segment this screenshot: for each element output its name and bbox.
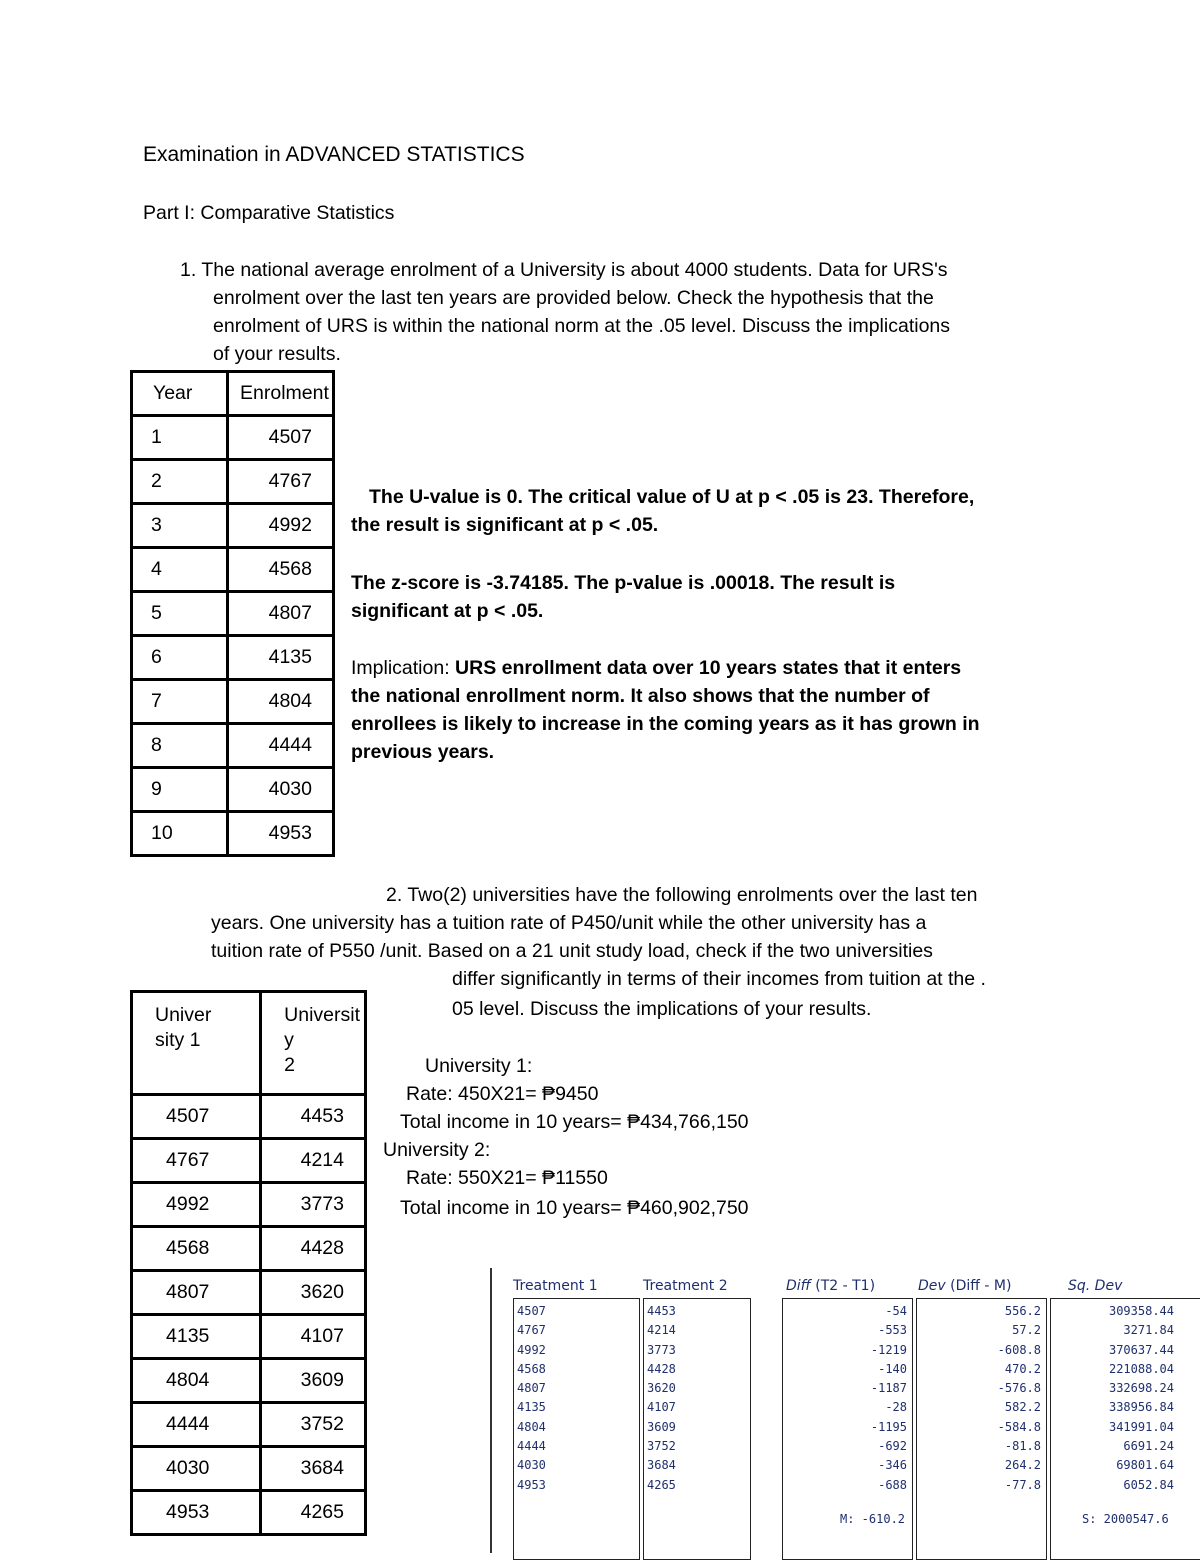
treatment-1-value: 4030 bbox=[517, 1458, 546, 1473]
treatment-2-value: 3752 bbox=[647, 1439, 676, 1454]
diff-header-italic: Diff bbox=[786, 1278, 811, 1294]
dev-value: -81.8 bbox=[1004, 1439, 1041, 1454]
table-row bbox=[132, 548, 334, 592]
enrolment-table bbox=[130, 370, 335, 857]
sq-dev-value: 338956.84 bbox=[1108, 1400, 1174, 1415]
diff-value: -346 bbox=[878, 1458, 907, 1473]
sq-dev-header-text: Sq. Dev bbox=[1068, 1278, 1123, 1294]
header-text: sity 1 bbox=[155, 1029, 201, 1051]
enrolment-cell: 4953 bbox=[228, 812, 334, 856]
table-row bbox=[132, 460, 334, 504]
treatment-1-header: Treatment 1 bbox=[513, 1278, 598, 1294]
table-row bbox=[132, 636, 334, 680]
treatment-2-value: 3684 bbox=[647, 1458, 676, 1473]
treatment-2-value: 3773 bbox=[647, 1342, 676, 1357]
table-row bbox=[132, 416, 334, 460]
university-1-label: University 1: bbox=[425, 1055, 533, 1077]
table-row bbox=[132, 1403, 366, 1447]
q2-text-line: differ significantly in terms of their incomes from tuition at the . bbox=[452, 968, 986, 990]
q1-text-line: enrolment over the last ten years are provided below. Check the hypothesis that the bbox=[213, 287, 934, 309]
table-row bbox=[132, 1359, 366, 1403]
year-cell: 2 bbox=[132, 460, 228, 504]
q2-text-line: years. One university has a tuition rate of P450/unit while the other university has a bbox=[211, 912, 927, 934]
header-text: Universit bbox=[284, 1004, 360, 1026]
univ1-cell: 4767 bbox=[132, 1139, 261, 1183]
implication-text: previous years. bbox=[351, 741, 495, 763]
sq-dev-value: 6691.24 bbox=[1123, 1439, 1174, 1454]
z-score-answer: The z-score is -3.74185. The p-value is .00018. The result is bbox=[351, 572, 896, 594]
treatment-1-value: 4135 bbox=[517, 1400, 546, 1415]
table-header-row bbox=[132, 992, 366, 1095]
diff-header bbox=[786, 1278, 875, 1294]
header-text: Univer bbox=[155, 1004, 212, 1026]
table-row bbox=[132, 812, 334, 856]
implication-label: Implication: bbox=[351, 657, 456, 679]
table-row bbox=[132, 592, 334, 636]
dev-value: 582.2 bbox=[1004, 1400, 1041, 1415]
table-row bbox=[132, 504, 334, 548]
table-row bbox=[132, 1271, 366, 1315]
q2-text-line: 05 level. Discuss the implications of your results. bbox=[452, 998, 872, 1020]
university-enrolment-table bbox=[130, 990, 367, 1536]
year-cell: 5 bbox=[132, 592, 228, 636]
treatment-1-value: 4444 bbox=[517, 1439, 546, 1454]
diff-value: -28 bbox=[885, 1400, 907, 1415]
univ1-cell: 4568 bbox=[132, 1227, 261, 1271]
dev-value: -77.8 bbox=[1004, 1477, 1041, 1492]
year-cell: 9 bbox=[132, 768, 228, 812]
univ2-cell: 3773 bbox=[261, 1183, 366, 1227]
sq-dev-value: 6052.84 bbox=[1123, 1477, 1174, 1492]
implication-line bbox=[351, 654, 961, 683]
paired-difference-calculator bbox=[488, 1268, 1200, 1553]
year-cell: 10 bbox=[132, 812, 228, 856]
sum-squares-value: S: 2000547.6 bbox=[1082, 1512, 1169, 1526]
header-university-1 bbox=[132, 992, 261, 1095]
univ2-cell: 3684 bbox=[261, 1447, 366, 1491]
diff-value: -688 bbox=[878, 1477, 907, 1492]
dev-value: 264.2 bbox=[1004, 1458, 1041, 1473]
sq-dev-value: 341991.04 bbox=[1108, 1419, 1174, 1434]
treatment-1-value: 4807 bbox=[517, 1381, 546, 1396]
implication-text: enrollees is likely to increase in the coming years as it has grown in bbox=[351, 713, 980, 735]
table-row bbox=[132, 680, 334, 724]
univ2-cell: 4107 bbox=[261, 1315, 366, 1359]
diff-value: -553 bbox=[878, 1323, 907, 1338]
univ1-cell: 4444 bbox=[132, 1403, 261, 1447]
sq-dev-header bbox=[1068, 1278, 1122, 1294]
treatment-2-header: Treatment 2 bbox=[643, 1278, 728, 1294]
treatment-1-value: 4568 bbox=[517, 1361, 546, 1376]
dev-header bbox=[918, 1278, 1011, 1294]
diff-value: -1195 bbox=[870, 1419, 907, 1434]
univ1-cell: 4807 bbox=[132, 1271, 261, 1315]
dev-value: 57.2 bbox=[1012, 1323, 1041, 1338]
table-row bbox=[132, 768, 334, 812]
treatment-1-value: 4507 bbox=[517, 1304, 546, 1318]
table-row bbox=[132, 1227, 366, 1271]
table-header-row bbox=[132, 372, 334, 416]
univ2-cell: 4214 bbox=[261, 1139, 366, 1183]
enrolment-cell: 4992 bbox=[228, 504, 334, 548]
treatment-1-value: 4804 bbox=[517, 1419, 546, 1434]
header-text: y bbox=[284, 1029, 294, 1051]
treatment-1-values bbox=[517, 1302, 546, 1495]
dev-value: 470.2 bbox=[1004, 1361, 1041, 1376]
univ2-cell: 3609 bbox=[261, 1359, 366, 1403]
univ1-cell: 4507 bbox=[132, 1095, 261, 1139]
header-university-2 bbox=[261, 992, 366, 1095]
year-cell: 4 bbox=[132, 548, 228, 592]
univ2-cell: 4453 bbox=[261, 1095, 366, 1139]
university-2-total: Total income in 10 years= ₱460,902,750 bbox=[400, 1197, 749, 1219]
year-cell: 7 bbox=[132, 680, 228, 724]
univ2-cell: 4265 bbox=[261, 1491, 366, 1535]
sq-dev-value: 69801.64 bbox=[1116, 1458, 1174, 1473]
z-score-answer: significant at p < .05. bbox=[351, 600, 544, 622]
header-text: 2 bbox=[284, 1054, 295, 1076]
u-value-answer: The U-value is 0. The critical value of U at p < .05 is 23. Therefore, bbox=[369, 486, 975, 508]
year-cell: 6 bbox=[132, 636, 228, 680]
university-1-total: Total income in 10 years= ₱434,766,150 bbox=[400, 1111, 749, 1133]
q2-text-line: tuition rate of P550 /unit. Based on a 21 unit study load, check if the two universities bbox=[211, 940, 933, 962]
year-cell: 1 bbox=[132, 416, 228, 460]
year-cell: 8 bbox=[132, 724, 228, 768]
treatment-2-value: 4453 bbox=[647, 1304, 676, 1318]
table-row bbox=[132, 1095, 366, 1139]
dev-header-rest: (Diff - M) bbox=[945, 1278, 1012, 1294]
university-2-label: University 2: bbox=[383, 1139, 491, 1161]
treatment-2-value: 3620 bbox=[647, 1381, 676, 1396]
enrolment-cell: 4030 bbox=[228, 768, 334, 812]
univ1-cell: 4953 bbox=[132, 1491, 261, 1535]
univ1-cell: 4030 bbox=[132, 1447, 261, 1491]
mean-value: M: -610.2 bbox=[840, 1512, 906, 1526]
univ1-cell: 4804 bbox=[132, 1359, 261, 1403]
university-1-rate: Rate: 450X21= ₱9450 bbox=[406, 1083, 599, 1105]
treatment-1-value: 4992 bbox=[517, 1342, 546, 1357]
q1-text-line: 1. The national average enrolment of a University is about 4000 students. Data for URS's bbox=[180, 259, 948, 281]
q1-text-line: of your results. bbox=[213, 343, 341, 365]
table-row bbox=[132, 724, 334, 768]
implication-text: the national enrollment norm. It also shows that the number of bbox=[351, 685, 930, 707]
univ2-cell: 3752 bbox=[261, 1403, 366, 1447]
sq-dev-values bbox=[1052, 1302, 1174, 1495]
sq-dev-value: 332698.24 bbox=[1108, 1381, 1174, 1396]
enrolment-cell: 4804 bbox=[228, 680, 334, 724]
dev-value: 556.2 bbox=[1004, 1304, 1041, 1318]
univ2-cell: 3620 bbox=[261, 1271, 366, 1315]
diff-value: -1187 bbox=[870, 1381, 907, 1396]
dev-values bbox=[918, 1302, 1041, 1495]
univ1-cell: 4992 bbox=[132, 1183, 261, 1227]
implication-text: URS enrollment data over 10 years states that it enters bbox=[455, 657, 962, 679]
calculator-left-border bbox=[490, 1268, 492, 1553]
sq-dev-value: 3271.84 bbox=[1123, 1323, 1174, 1338]
dev-value: -608.8 bbox=[997, 1342, 1041, 1357]
year-cell: 3 bbox=[132, 504, 228, 548]
treatment-1-value: 4953 bbox=[517, 1477, 546, 1492]
treatment-2-value: 4265 bbox=[647, 1477, 676, 1492]
enrolment-cell: 4767 bbox=[228, 460, 334, 504]
dev-value: -576.8 bbox=[997, 1381, 1041, 1396]
u-value-answer: the result is significant at p < .05. bbox=[351, 514, 659, 536]
diff-value: -1219 bbox=[870, 1342, 907, 1357]
diff-value: -54 bbox=[885, 1304, 907, 1318]
diff-values bbox=[784, 1302, 907, 1495]
header-year: Year bbox=[132, 372, 228, 416]
sq-dev-value: 370637.44 bbox=[1108, 1342, 1174, 1357]
univ2-cell: 4428 bbox=[261, 1227, 366, 1271]
dev-header-italic: Dev bbox=[918, 1278, 946, 1294]
enrolment-cell: 4507 bbox=[228, 416, 334, 460]
treatment-2-values bbox=[647, 1302, 676, 1495]
dev-value: -584.8 bbox=[997, 1419, 1041, 1434]
table-row bbox=[132, 1139, 366, 1183]
treatment-2-value: 4428 bbox=[647, 1361, 676, 1376]
q1-text-line: enrolment of URS is within the national norm at the .05 level. Discuss the implications bbox=[213, 315, 951, 337]
diff-value: -140 bbox=[878, 1361, 907, 1376]
diff-header-rest: (T2 - T1) bbox=[810, 1278, 876, 1294]
diff-value: -692 bbox=[878, 1439, 907, 1454]
sq-dev-value: 221088.04 bbox=[1108, 1361, 1174, 1376]
treatment-2-value: 4214 bbox=[647, 1323, 676, 1338]
enrolment-cell: 4807 bbox=[228, 592, 334, 636]
sq-dev-value: 309358.44 bbox=[1108, 1304, 1174, 1318]
treatment-1-value: 4767 bbox=[517, 1323, 546, 1338]
enrolment-cell: 4444 bbox=[228, 724, 334, 768]
treatment-2-value: 3609 bbox=[647, 1419, 676, 1434]
part-title: Part I: Comparative Statistics bbox=[143, 202, 395, 224]
enrolment-cell: 4135 bbox=[228, 636, 334, 680]
exam-title: Examination in ADVANCED STATISTICS bbox=[143, 143, 525, 166]
table-row bbox=[132, 1447, 366, 1491]
univ1-cell: 4135 bbox=[132, 1315, 261, 1359]
university-2-rate: Rate: 550X21= ₱11550 bbox=[406, 1167, 608, 1189]
header-enrolment: Enrolment bbox=[228, 372, 334, 416]
table-row bbox=[132, 1315, 366, 1359]
table-row bbox=[132, 1491, 366, 1535]
treatment-2-value: 4107 bbox=[647, 1400, 676, 1415]
q2-text-line: 2. Two(2) universities have the following enrolments over the last ten bbox=[386, 884, 978, 906]
enrolment-cell: 4568 bbox=[228, 548, 334, 592]
table-row bbox=[132, 1183, 366, 1227]
